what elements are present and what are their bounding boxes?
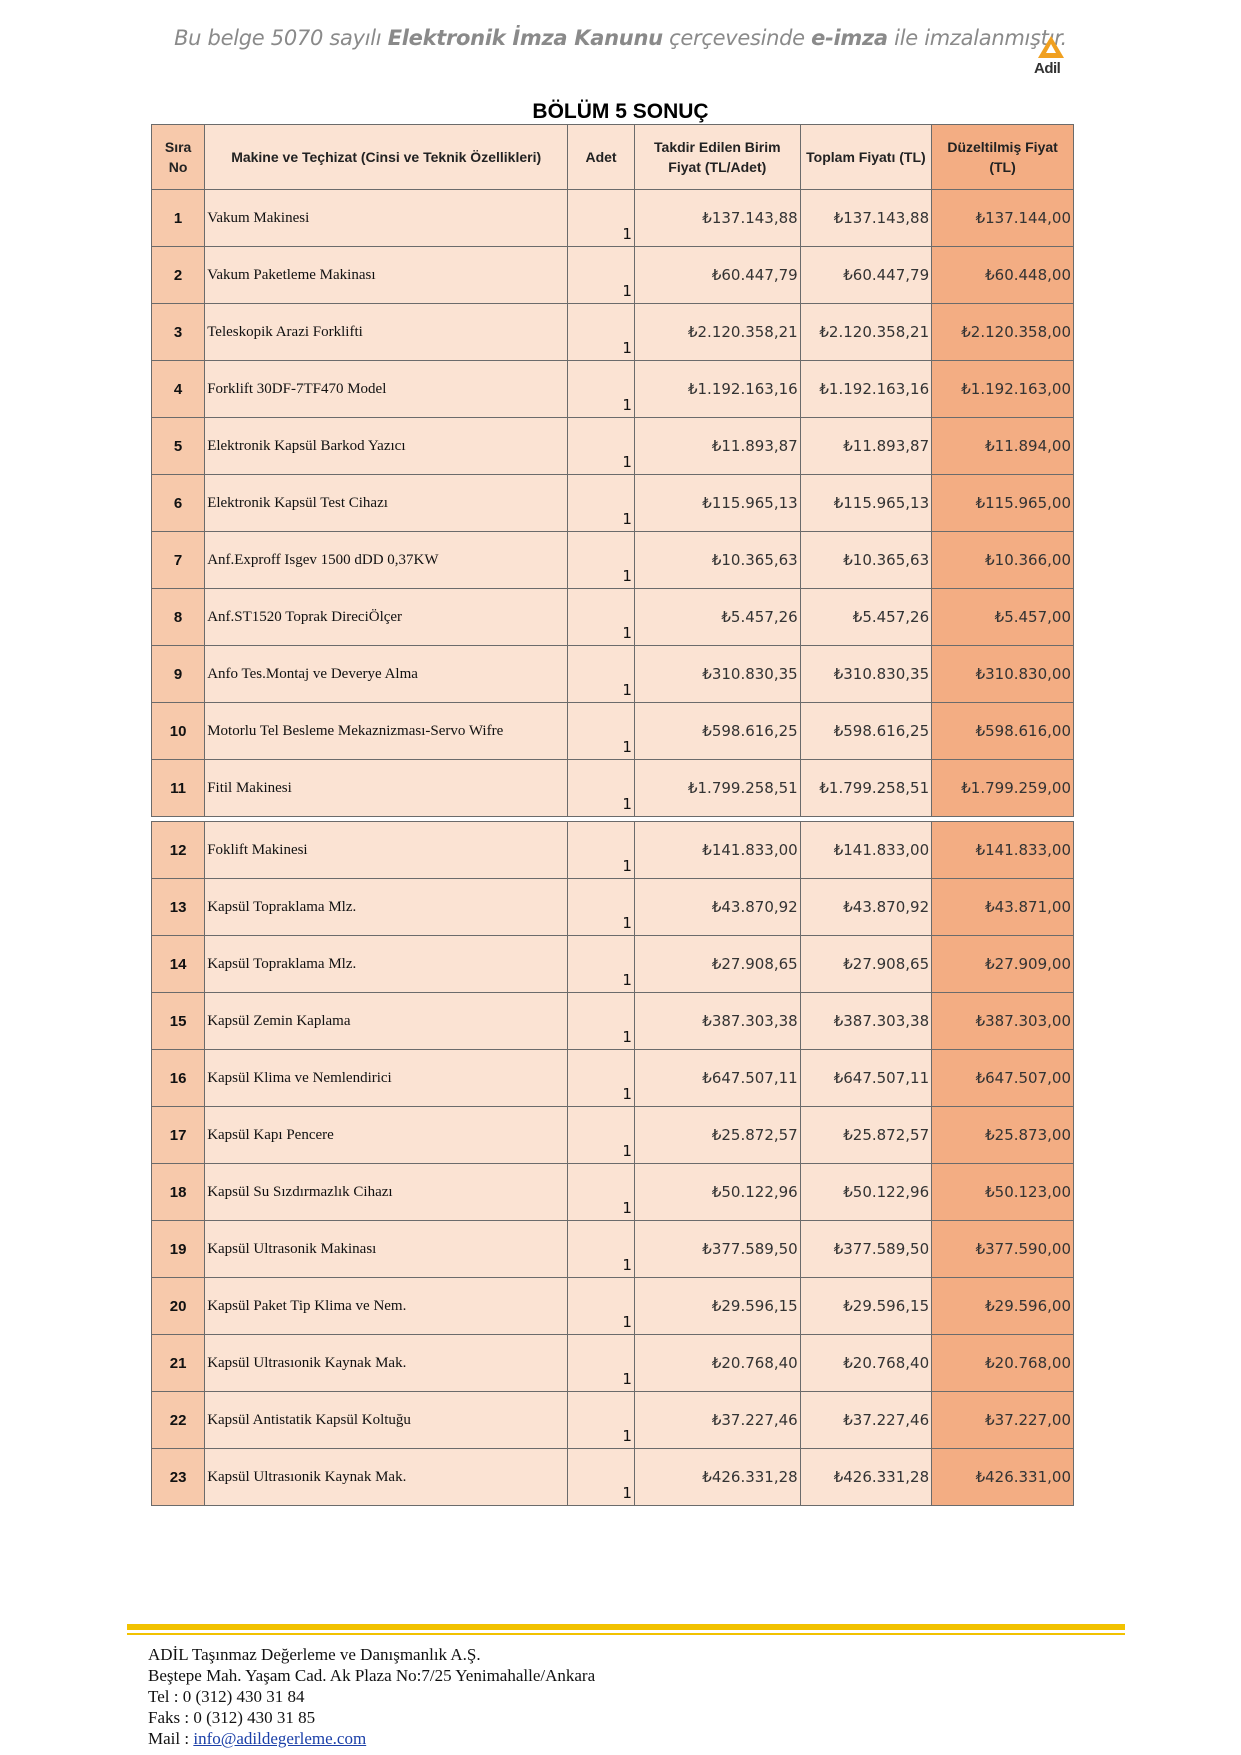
row-total-price: ₺20.768,40 bbox=[800, 1335, 931, 1392]
footer-mail-line bbox=[148, 1728, 595, 1749]
page-title: BÖLÜM 5 SONUÇ bbox=[532, 100, 709, 123]
row-name: Kapsül Klima ve Nemlendirici bbox=[205, 1050, 568, 1107]
footer-tel: Tel : 0 (312) 430 31 84 bbox=[148, 1687, 305, 1706]
row-unit-price: ₺20.768,40 bbox=[634, 1335, 800, 1392]
row-adjusted-price: ₺137.144,00 bbox=[932, 190, 1074, 247]
row-adet: 1 bbox=[568, 1050, 635, 1107]
row-adjusted-price: ₺387.303,00 bbox=[932, 993, 1074, 1050]
table-row bbox=[152, 1392, 1074, 1449]
row-name: Foklift Makinesi bbox=[205, 822, 568, 879]
row-no: 21 bbox=[152, 1335, 205, 1392]
row-adjusted-price: ₺141.833,00 bbox=[932, 822, 1074, 879]
row-adjusted-price: ₺598.616,00 bbox=[932, 703, 1074, 760]
row-unit-price: ₺310.830,35 bbox=[634, 646, 800, 703]
row-unit-price: ₺426.331,28 bbox=[634, 1449, 800, 1506]
row-total-price: ₺137.143,88 bbox=[800, 190, 931, 247]
row-no: 5 bbox=[152, 418, 205, 475]
row-name: Elektronik Kapsül Test Cihazı bbox=[205, 475, 568, 532]
row-total-price: ₺1.799.258,51 bbox=[800, 760, 931, 817]
row-total-price: ₺426.331,28 bbox=[800, 1449, 931, 1506]
row-name: Kapsül Paket Tip Klima ve Nem. bbox=[205, 1278, 568, 1335]
row-adet: 1 bbox=[568, 879, 635, 936]
row-no: 14 bbox=[152, 936, 205, 993]
table-row bbox=[152, 1050, 1074, 1107]
footer-mail-link[interactable]: info@adildegerleme.com bbox=[193, 1729, 367, 1748]
row-no: 18 bbox=[152, 1164, 205, 1221]
row-no: 11 bbox=[152, 760, 205, 817]
row-no: 17 bbox=[152, 1107, 205, 1164]
row-adet: 1 bbox=[568, 418, 635, 475]
row-adjusted-price: ₺1.799.259,00 bbox=[932, 760, 1074, 817]
row-name: Vakum Makinesi bbox=[205, 190, 568, 247]
row-name: Kapsül Ultrasıonik Kaynak Mak. bbox=[205, 1449, 568, 1506]
row-adjusted-price: ₺43.871,00 bbox=[932, 879, 1074, 936]
row-no: 12 bbox=[152, 822, 205, 879]
table-row bbox=[152, 1107, 1074, 1164]
row-adjusted-price: ₺1.192.163,00 bbox=[932, 361, 1074, 418]
row-unit-price: ₺5.457,26 bbox=[634, 589, 800, 646]
row-total-price: ₺25.872,57 bbox=[800, 1107, 931, 1164]
row-adet: 1 bbox=[568, 361, 635, 418]
row-total-price: ₺1.192.163,16 bbox=[800, 361, 931, 418]
table-row bbox=[152, 190, 1074, 247]
row-total-price: ₺387.303,38 bbox=[800, 993, 931, 1050]
row-no: 4 bbox=[152, 361, 205, 418]
row-unit-price: ₺50.122,96 bbox=[634, 1164, 800, 1221]
row-no: 2 bbox=[152, 247, 205, 304]
row-adjusted-price: ₺20.768,00 bbox=[932, 1335, 1074, 1392]
row-no: 6 bbox=[152, 475, 205, 532]
row-no: 23 bbox=[152, 1449, 205, 1506]
banner-suffix: ile imzalanmıştır. bbox=[887, 26, 1067, 50]
row-adet: 1 bbox=[568, 247, 635, 304]
row-name: Forklift 30DF-7TF470 Model bbox=[205, 361, 568, 418]
table-body bbox=[152, 190, 1074, 1506]
row-name: Kapsül Ultrasıonik Kaynak Mak. bbox=[205, 1335, 568, 1392]
table-header-row bbox=[152, 125, 1074, 190]
header-unit-price: Takdir Edilen Birim Fiyat (TL/Adet) bbox=[634, 125, 800, 190]
row-total-price: ₺115.965,13 bbox=[800, 475, 931, 532]
header-adet: Adet bbox=[568, 125, 635, 190]
row-adet: 1 bbox=[568, 1278, 635, 1335]
footer-fax: Faks : 0 (312) 430 31 85 bbox=[148, 1708, 316, 1727]
table-row bbox=[152, 361, 1074, 418]
row-unit-price: ₺377.589,50 bbox=[634, 1221, 800, 1278]
table-row bbox=[152, 993, 1074, 1050]
table-row bbox=[152, 475, 1074, 532]
header-name: Makine ve Teçhizat (Cinsi ve Teknik Özellikleri) bbox=[205, 125, 568, 190]
row-no: 9 bbox=[152, 646, 205, 703]
banner-law: Elektronik İmza Kanunu bbox=[387, 26, 663, 50]
table-row bbox=[152, 1335, 1074, 1392]
row-name: Vakum Paketleme Makinası bbox=[205, 247, 568, 304]
row-unit-price: ₺11.893,87 bbox=[634, 418, 800, 475]
row-total-price: ₺37.227,46 bbox=[800, 1392, 931, 1449]
row-adjusted-price: ₺2.120.358,00 bbox=[932, 304, 1074, 361]
row-adet: 1 bbox=[568, 1449, 635, 1506]
row-adet: 1 bbox=[568, 1335, 635, 1392]
table-row bbox=[152, 822, 1074, 879]
banner-middle: çerçevesinde bbox=[662, 26, 812, 50]
row-name: Kapsül Topraklama Mlz. bbox=[205, 879, 568, 936]
row-name: Anf.Exproff Isgev 1500 dDD 0,37KW bbox=[205, 532, 568, 589]
row-adet: 1 bbox=[568, 993, 635, 1050]
row-no: 1 bbox=[152, 190, 205, 247]
table-row bbox=[152, 646, 1074, 703]
row-name: Fitil Makinesi bbox=[205, 760, 568, 817]
row-name: Anf.ST1520 Toprak DireciÖlçer bbox=[205, 589, 568, 646]
header-adjusted-price: Düzeltilmiş Fiyat (TL) bbox=[932, 125, 1074, 190]
row-unit-price: ₺43.870,92 bbox=[634, 879, 800, 936]
row-total-price: ₺647.507,11 bbox=[800, 1050, 931, 1107]
row-total-price: ₺10.365,63 bbox=[800, 532, 931, 589]
row-adet: 1 bbox=[568, 936, 635, 993]
row-adjusted-price: ₺5.457,00 bbox=[932, 589, 1074, 646]
row-adet: 1 bbox=[568, 532, 635, 589]
table-row bbox=[152, 760, 1074, 817]
row-adet: 1 bbox=[568, 190, 635, 247]
row-adet: 1 bbox=[568, 1107, 635, 1164]
row-adet: 1 bbox=[568, 475, 635, 532]
row-unit-price: ₺387.303,38 bbox=[634, 993, 800, 1050]
row-total-price: ₺5.457,26 bbox=[800, 589, 931, 646]
table-row bbox=[152, 532, 1074, 589]
row-adjusted-price: ₺11.894,00 bbox=[932, 418, 1074, 475]
row-no: 16 bbox=[152, 1050, 205, 1107]
table-row bbox=[152, 247, 1074, 304]
row-adjusted-price: ₺50.123,00 bbox=[932, 1164, 1074, 1221]
row-unit-price: ₺115.965,13 bbox=[634, 475, 800, 532]
row-no: 13 bbox=[152, 879, 205, 936]
table-row bbox=[152, 418, 1074, 475]
row-no: 8 bbox=[152, 589, 205, 646]
row-adjusted-price: ₺426.331,00 bbox=[932, 1449, 1074, 1506]
row-no: 19 bbox=[152, 1221, 205, 1278]
row-adet: 1 bbox=[568, 1164, 635, 1221]
row-unit-price: ₺647.507,11 bbox=[634, 1050, 800, 1107]
row-unit-price: ₺27.908,65 bbox=[634, 936, 800, 993]
row-name: Anfo Tes.Montaj ve Deverye Alma bbox=[205, 646, 568, 703]
row-name: Kapsül Kapı Pencere bbox=[205, 1107, 568, 1164]
row-adjusted-price: ₺27.909,00 bbox=[932, 936, 1074, 993]
row-adjusted-price: ₺647.507,00 bbox=[932, 1050, 1074, 1107]
table-row bbox=[152, 1221, 1074, 1278]
row-name: Kapsül Ultrasonik Makinası bbox=[205, 1221, 568, 1278]
footer-company: ADİL Taşınmaz Değerleme ve Danışmanlık A.Ş. bbox=[148, 1645, 481, 1664]
row-adjusted-price: ₺115.965,00 bbox=[932, 475, 1074, 532]
row-total-price: ₺377.589,50 bbox=[800, 1221, 931, 1278]
row-adjusted-price: ₺29.596,00 bbox=[932, 1278, 1074, 1335]
row-name: Teleskopik Arazi Forklifti bbox=[205, 304, 568, 361]
table-row bbox=[152, 589, 1074, 646]
logo-triangle-icon bbox=[1038, 36, 1064, 58]
row-total-price: ₺141.833,00 bbox=[800, 822, 931, 879]
row-adet: 1 bbox=[568, 646, 635, 703]
row-unit-price: ₺37.227,46 bbox=[634, 1392, 800, 1449]
footer-contact bbox=[148, 1644, 595, 1749]
row-adjusted-price: ₺10.366,00 bbox=[932, 532, 1074, 589]
row-total-price: ₺598.616,25 bbox=[800, 703, 931, 760]
row-unit-price: ₺137.143,88 bbox=[634, 190, 800, 247]
row-no: 20 bbox=[152, 1278, 205, 1335]
row-unit-price: ₺29.596,15 bbox=[634, 1278, 800, 1335]
footer-mail-label: Mail : bbox=[148, 1729, 194, 1748]
header-total-price: Toplam Fiyatı (TL) bbox=[800, 125, 931, 190]
row-total-price: ₺11.893,87 bbox=[800, 418, 931, 475]
row-unit-price: ₺1.192.163,16 bbox=[634, 361, 800, 418]
row-name: Kapsül Antistatik Kapsül Koltuğu bbox=[205, 1392, 568, 1449]
footer-divider-thin bbox=[127, 1633, 1125, 1635]
banner-eimza: e-imza bbox=[811, 26, 888, 50]
logo-text: Adil bbox=[1034, 60, 1061, 77]
row-name: Motorlu Tel Besleme Mekaznizması-Servo Wifre bbox=[205, 703, 568, 760]
table-row bbox=[152, 304, 1074, 361]
row-adet: 1 bbox=[568, 1221, 635, 1278]
table-row bbox=[152, 703, 1074, 760]
row-total-price: ₺60.447,79 bbox=[800, 247, 931, 304]
banner-prefix: Bu belge 5070 sayılı bbox=[174, 26, 388, 50]
row-no: 7 bbox=[152, 532, 205, 589]
row-total-price: ₺43.870,92 bbox=[800, 879, 931, 936]
row-no: 10 bbox=[152, 703, 205, 760]
row-adjusted-price: ₺37.227,00 bbox=[932, 1392, 1074, 1449]
row-name: Kapsül Topraklama Mlz. bbox=[205, 936, 568, 993]
row-unit-price: ₺1.799.258,51 bbox=[634, 760, 800, 817]
row-total-price: ₺29.596,15 bbox=[800, 1278, 931, 1335]
row-adjusted-price: ₺310.830,00 bbox=[932, 646, 1074, 703]
table-row bbox=[152, 1449, 1074, 1506]
row-unit-price: ₺598.616,25 bbox=[634, 703, 800, 760]
row-adjusted-price: ₺60.448,00 bbox=[932, 247, 1074, 304]
row-adet: 1 bbox=[568, 760, 635, 817]
row-total-price: ₺50.122,96 bbox=[800, 1164, 931, 1221]
row-adjusted-price: ₺25.873,00 bbox=[932, 1107, 1074, 1164]
header-no: Sıra No bbox=[152, 125, 205, 190]
table-row bbox=[152, 936, 1074, 993]
row-unit-price: ₺10.365,63 bbox=[634, 532, 800, 589]
row-adet: 1 bbox=[568, 304, 635, 361]
row-name: Elektronik Kapsül Barkod Yazıcı bbox=[205, 418, 568, 475]
footer-address: Beştepe Mah. Yaşam Cad. Ak Plaza No:7/25 Yenimahalle/Ankara bbox=[148, 1666, 596, 1685]
row-unit-price: ₺60.447,79 bbox=[634, 247, 800, 304]
row-unit-price: ₺141.833,00 bbox=[634, 822, 800, 879]
row-adet: 1 bbox=[568, 822, 635, 879]
row-name: Kapsül Zemin Kaplama bbox=[205, 993, 568, 1050]
row-adjusted-price: ₺377.590,00 bbox=[932, 1221, 1074, 1278]
row-no: 22 bbox=[152, 1392, 205, 1449]
row-adet: 1 bbox=[568, 703, 635, 760]
table-row bbox=[152, 879, 1074, 936]
row-no: 3 bbox=[152, 304, 205, 361]
row-adet: 1 bbox=[568, 1392, 635, 1449]
row-total-price: ₺2.120.358,21 bbox=[800, 304, 931, 361]
row-no: 15 bbox=[152, 993, 205, 1050]
footer-divider-thick bbox=[127, 1624, 1125, 1630]
row-name: Kapsül Su Sızdırmazlık Cihazı bbox=[205, 1164, 568, 1221]
company-logo bbox=[1034, 36, 1068, 86]
row-adet: 1 bbox=[568, 589, 635, 646]
row-unit-price: ₺2.120.358,21 bbox=[634, 304, 800, 361]
table-row bbox=[152, 1164, 1074, 1221]
row-total-price: ₺27.908,65 bbox=[800, 936, 931, 993]
row-unit-price: ₺25.872,57 bbox=[634, 1107, 800, 1164]
table-row bbox=[152, 1278, 1074, 1335]
row-total-price: ₺310.830,35 bbox=[800, 646, 931, 703]
equipment-valuation-table bbox=[151, 124, 1074, 1506]
